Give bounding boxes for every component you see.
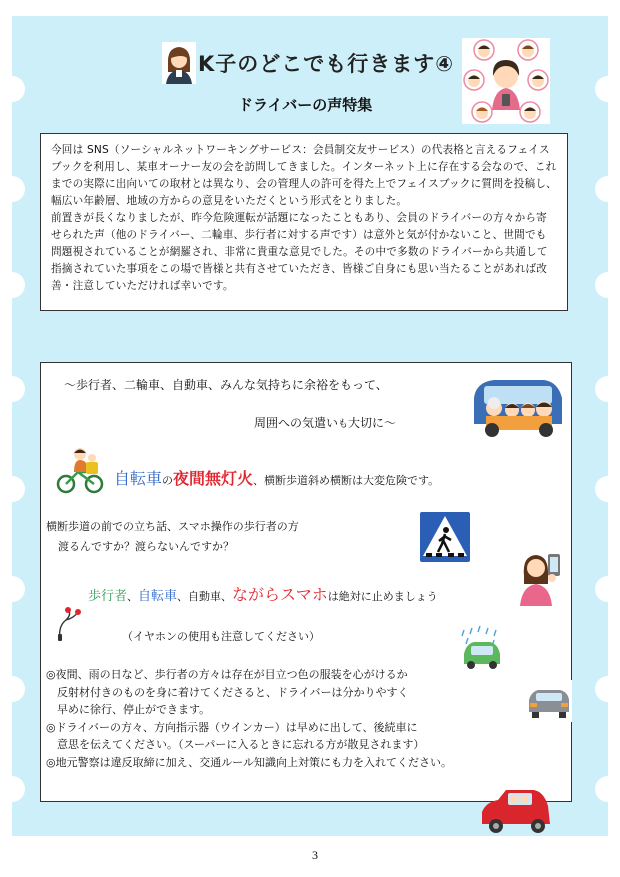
note-line: 早めに徐行、停止ができます。 — [46, 703, 211, 716]
frame-dot — [595, 76, 620, 102]
crosswalk-sign-icon — [418, 510, 472, 564]
slogan-line-2: 周囲への気遣いも大切に～ — [254, 416, 397, 430]
family-car-icon — [470, 372, 566, 440]
note-line: ◎地元警察は違反取締に加え、交通ルール知識向上対策にも力を入れてください。 — [46, 755, 453, 769]
smartphone-warning: 歩行者、自転車、自動車、ながらスマホは絶対に止めましょう — [88, 585, 438, 604]
smartphone-user-icon — [516, 546, 564, 606]
section-subtitle: ドライバーの声特集 — [238, 96, 373, 114]
intro-box — [40, 133, 568, 311]
drivers-voices-icon — [462, 38, 550, 124]
note-line: ◎夜間、雨の日など、歩行者の方々は存在が目立つ色の服装を心がけるか — [46, 668, 408, 681]
reporter-avatar-icon — [162, 42, 196, 84]
red-car-icon — [478, 784, 554, 834]
car-in-rain-icon — [460, 624, 504, 672]
frame-dot — [0, 376, 25, 402]
frame-dot — [0, 676, 25, 702]
frame-dot — [595, 376, 620, 402]
earphone-icon — [54, 606, 88, 642]
frame-dot — [595, 176, 620, 202]
note-line: ◎ドライバーの方々、方向指示器（ウインカー）は早めに出して、後続車に — [46, 720, 418, 734]
bicycle-night-warning: 自転車の夜間無灯火、横断歩道斜め横断は大変危険です。 — [114, 469, 440, 488]
intro-paragraph: 前置きが長くなりましたが、昨今危険運転が話題になったこともあり、会員のドライバーの方々から寄せられた声（他のドライバー、二輪車、歩行者に対する声です）は意外と気が付かないこと、世間でも問題視されていることが網羅され、非常に貴重な意見でした。その中で多数のドライバーから共通して指摘されていた事項をこの場で皆様と共有させていただき、皆様ご自身にも思い当たることがあれば改善・注意していただければ幸いです。 — [51, 212, 548, 292]
notes-list — [46, 666, 452, 771]
frame-dot — [595, 272, 620, 298]
frame-dot — [0, 76, 25, 102]
frame-dot — [0, 576, 25, 602]
crosswalk-line-2: 渡るんですか？渡らないんですか？ — [58, 540, 234, 553]
note-line: 反射材付きのものを身に着けてくださると、ドライバーは分かりやすく — [46, 685, 409, 699]
frame-dot — [595, 676, 620, 702]
earphone-note: （イヤホンの使用も注意してください） — [122, 630, 320, 643]
frame-dot — [0, 476, 25, 502]
frame-dot — [0, 272, 25, 298]
frame-dot — [0, 776, 25, 802]
bicycle-icon — [56, 444, 104, 494]
sedan-blinker-icon — [526, 680, 572, 722]
frame-dot — [595, 476, 620, 502]
frame-dot — [595, 576, 620, 602]
page-title: K子のどこでも行きます④ — [198, 52, 455, 76]
frame-dot — [0, 176, 25, 202]
crosswalk-line-1: 横断歩道の前での立ち話、スマホ操作の歩行者の方 — [46, 520, 299, 533]
slogan-line-1: ～歩行者、二輪車、自動車、みんな気持ちに余裕をもって、 — [64, 378, 388, 392]
intro-paragraph: 今回は SNS（ソーシャルネットワーキングサービス：会員制交友サービス）の代表格と言えるフェイスブックを利用し、某車オーナー友の会を訪問してきました。インターネット上に存在する会なので、これまでの実際に出向いての取材とは異なり、会の管理人の許可を得た上でフェイスブックに質問を投稿し、幅広い年齢層、地域の方からの意見をいただくという形式をとりました。 — [51, 144, 557, 207]
note-line: 意思を伝えてください。（スーパーに入るときに忘れる方が散見されます） — [46, 738, 425, 751]
frame-dot — [595, 776, 620, 802]
page-number: 3 — [312, 848, 318, 862]
